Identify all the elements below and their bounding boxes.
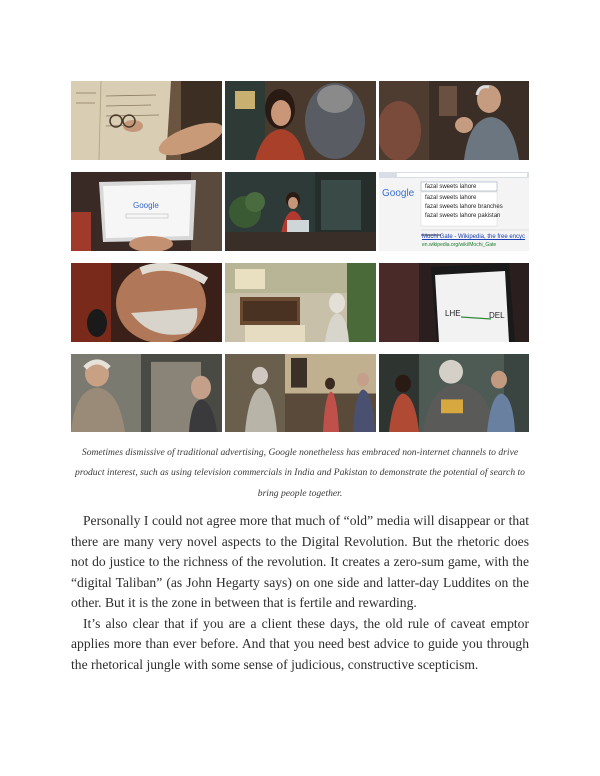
photo-girl-talking [225,81,376,160]
photo-grid [71,81,529,434]
flight-from: LHE [445,309,461,318]
paragraph-1: Personally I could not agree more that much of “old” media will disappear or that there are many very novel aspects to the Digital Revolution. But the rhetoric does not do justice to the richness of the revolution. It creates a zero-sum game, with the “digital Taliban” (as John Hegarty says) on one side and latter-day Luddites on the other. But it is the zone in between that is fertile and rewarding. [71,513,529,610]
flight-to: DEL [489,311,505,320]
photo-family-gathering [225,354,376,432]
photo-reunion-embrace [379,354,529,432]
search-suggestion-1: fazal sweets lahore [425,195,477,201]
search-result-title: Mochi Gate - Wikipedia, the free encyc [422,234,526,240]
figure-caption: Sometimes dismissive of traditional advertising, Google nonetheless has embraced non-internet channels to drive product interest, such as using television commercials in India and Pakistan to demonstrate the potential of search to bring people together. [75,447,525,499]
photo-old-man-room [225,263,376,342]
search-result-url: en.wikipedia.org/wiki/Mochi_Gate [422,242,497,248]
search-suggestion-2: fazal sweets lahore branches [425,204,503,210]
paragraph-2: It’s also clear that if you are a client these days, the old rule of caveat emptor applies more than ever before. And that you need best advice to guide you through the rhetorical jungle with some sense of judicious, constructive scepticism. [71,615,529,672]
photo-grandfather-clapping [379,81,529,160]
photo-laptop-google [71,172,222,251]
photo-old-man-phone [71,263,222,342]
search-query-1: fazal sweets lahore [425,184,477,190]
photo-google-search [379,172,529,251]
search-logo: Google [382,188,415,199]
body-text [71,511,529,675]
photo-two-men [71,354,222,432]
photo-phone-flight [379,263,529,342]
svg-text:Google: Google [133,201,159,210]
photo-girl-at-laptop [225,172,376,251]
search-suggestion-3: fazal sweets lahore pakistan [425,213,501,219]
photo-notebook [71,81,222,160]
